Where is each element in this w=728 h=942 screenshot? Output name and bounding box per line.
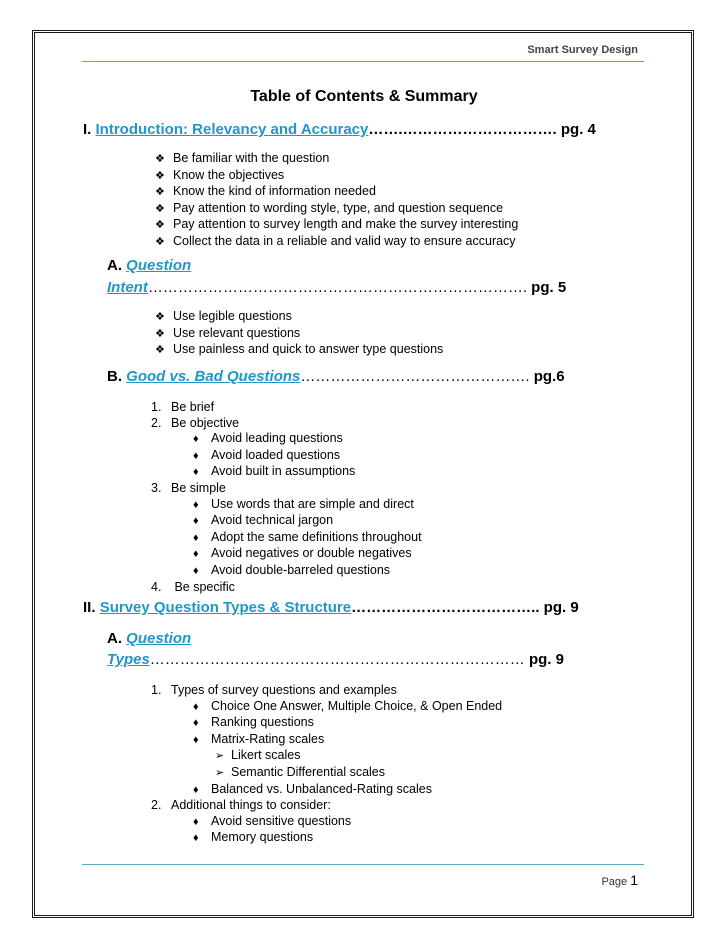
toc-entry-question-intent-line2 — [107, 279, 566, 296]
section-number: I. — [83, 121, 92, 138]
toc-entry-question-intent-line1 — [107, 257, 191, 274]
page-ref: pg.6 — [533, 368, 565, 385]
toc-entry-question-types-line2 — [107, 651, 564, 668]
page-label: Page — [601, 876, 628, 888]
footer-rule — [82, 864, 644, 865]
section-number: II. — [83, 599, 96, 616]
page-number: 1 — [630, 872, 638, 888]
page-ref: pg. 9 — [543, 599, 579, 616]
subsection-letter: B. — [107, 368, 122, 385]
list-item: ❖ Pay attention to survey length and make the survey interesting — [155, 217, 518, 234]
list-item: 2. Be objective — [151, 415, 240, 430]
intent-bullet-list — [155, 309, 443, 359]
small-diamond-icon: ♦ — [193, 466, 199, 479]
page-ref: pg. 4 — [560, 121, 596, 138]
diamond-bullet-icon: ❖ — [155, 311, 165, 323]
diamond-bullet-icon: ❖ — [155, 153, 165, 165]
leader-dots: ………………………………………………………………… — [149, 651, 525, 668]
list-item: ♦ Balanced vs. Unbalanced-Rating scales — [151, 782, 502, 799]
header-title: Smart Survey Design — [527, 44, 638, 56]
small-diamond-icon: ♦ — [193, 717, 199, 730]
small-diamond-icon: ♦ — [193, 449, 199, 462]
list-item: 1. Types of survey questions and examples — [151, 683, 397, 697]
diamond-bullet-icon: ❖ — [155, 219, 165, 232]
diamond-bullet-icon: ❖ — [155, 186, 165, 199]
list-item: ❖ Know the objectives — [155, 168, 518, 185]
list-item: ♦ Avoid technical jargon — [151, 513, 422, 530]
arrow-bullet-icon: ➢ — [215, 750, 225, 763]
toc-entry-section-2 — [83, 599, 579, 616]
leader-dots: ……………………………….. — [351, 599, 540, 616]
small-diamond-icon: ♦ — [193, 815, 199, 828]
list-item: ♦ Avoid loaded questions — [151, 448, 422, 465]
toc-link-question-intent-cont[interactable]: Intent — [107, 279, 148, 296]
diamond-bullet-icon: ❖ — [155, 202, 165, 215]
page-title: Table of Contents & Summary — [250, 88, 478, 105]
small-diamond-icon: ♦ — [193, 564, 199, 577]
list-item: ♦ Choice One Answer, Multiple Choice, & Open Ended — [151, 699, 502, 716]
list-item: ❖ Use legible questions — [155, 309, 443, 326]
list-item: ❖ Use relevant questions — [155, 326, 443, 343]
list-item: ➢ Likert scales — [151, 748, 502, 765]
list-item: ♦ Avoid negatives or double negatives — [151, 546, 422, 563]
list-item: ♦ Avoid sensitive questions — [151, 814, 502, 831]
toc-link-question-intent[interactable]: Question — [126, 257, 192, 274]
diamond-bullet-icon: ❖ — [155, 344, 165, 357]
toc-entry-good-vs-bad — [107, 368, 565, 385]
list-item: ♦ Avoid built in assumptions — [151, 464, 422, 481]
header-rule — [82, 61, 644, 62]
toc-link-question-types-cont[interactable]: Types — [107, 651, 150, 668]
list-item: ♦ Avoid leading questions — [151, 431, 422, 448]
list-item: ❖ Use painless and quick to answer type questions — [155, 342, 443, 359]
toc-entry-question-types-line1 — [107, 630, 191, 647]
list-item: ❖ Know the kind of information needed — [155, 184, 518, 201]
list-item: 1. Be brief — [151, 400, 215, 414]
list-item: ♦ Matrix-Rating scales — [151, 732, 502, 749]
toc-link-good-vs-bad[interactable]: Good vs. Bad Questions — [126, 368, 301, 385]
list-item: ♦ Use words that are simple and direct — [151, 497, 422, 514]
toc-link-introduction[interactable]: Introduction: Relevancy and Accuracy — [95, 121, 369, 138]
page-ref: pg. 5 — [531, 279, 567, 296]
list-item: ❖ Collect the data in a reliable and valid way to ensure accuracy — [155, 234, 518, 251]
toc-link-survey-question-types[interactable]: Survey Question Types & Structure — [99, 599, 352, 616]
list-item: 3. Be simple — [151, 480, 226, 495]
leader-dots: …….…………………………. — [368, 121, 557, 138]
diamond-bullet-icon: ❖ — [155, 235, 165, 248]
list-item: 2. Additional things to consider: — [151, 798, 331, 813]
list-item: 4. Be specific — [151, 579, 235, 594]
page-ref: pg. 9 — [528, 651, 564, 668]
toc-link-question-types[interactable]: Question — [126, 630, 192, 647]
footer-page-number — [601, 872, 638, 888]
subsection-letter: A. — [107, 630, 122, 647]
small-diamond-icon: ♦ — [193, 433, 199, 446]
small-diamond-icon: ♦ — [193, 733, 199, 746]
diamond-bullet-icon: ❖ — [155, 169, 165, 182]
leader-dots: ………………………………………. — [300, 368, 530, 385]
list-item: ❖ Pay attention to wording style, type, and question sequence — [155, 201, 518, 218]
small-diamond-icon: ♦ — [193, 783, 199, 796]
list-item: ➢ Semantic Differential scales — [151, 765, 502, 782]
good-bad-numbered-list — [151, 400, 422, 595]
small-diamond-icon: ♦ — [193, 498, 199, 511]
small-diamond-icon: ♦ — [193, 515, 199, 528]
intro-bullet-list — [155, 151, 518, 251]
list-item: ♦ Adopt the same definitions throughout — [151, 530, 422, 547]
small-diamond-icon: ♦ — [193, 832, 199, 845]
small-diamond-icon: ♦ — [193, 548, 199, 561]
list-item: ♦ Ranking questions — [151, 715, 502, 732]
leader-dots: …………………………………………………………………. — [147, 279, 527, 296]
subsection-letter: A. — [107, 257, 122, 274]
list-item: ♦ Avoid double-barreled questions — [151, 563, 422, 580]
question-types-numbered-list — [151, 683, 502, 847]
arrow-bullet-icon: ➢ — [215, 766, 225, 779]
small-diamond-icon: ♦ — [193, 700, 199, 713]
list-item: ❖ Be familiar with the question — [155, 151, 518, 168]
toc-entry-section-1 — [83, 121, 596, 138]
list-item: ♦ Memory questions — [151, 830, 502, 847]
small-diamond-icon: ♦ — [193, 531, 199, 544]
diamond-bullet-icon: ❖ — [155, 327, 165, 340]
